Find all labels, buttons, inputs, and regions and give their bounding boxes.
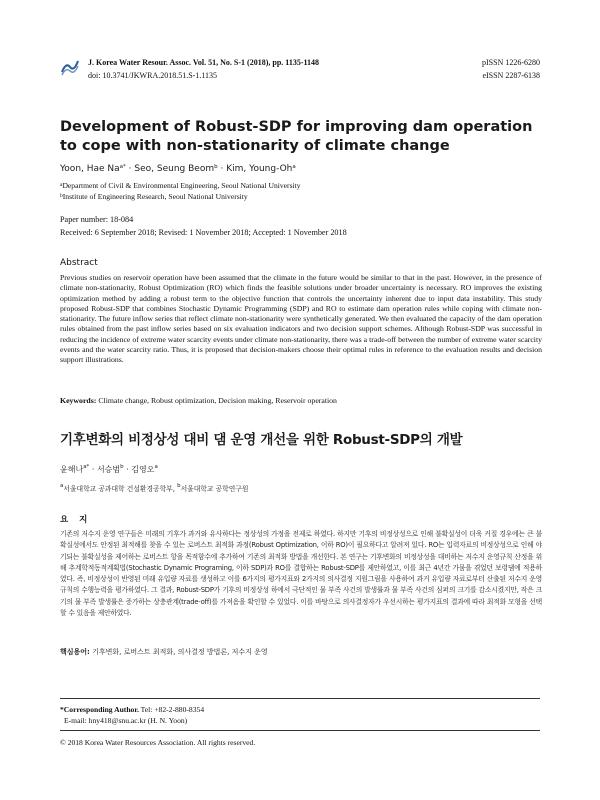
affiliation: Institute of Engineering Research, Seoul National University xyxy=(62,192,248,201)
korean-keywords: 핵심용어: 기후변화, 로버스트 최적화, 의사결정 방법론, 저수지 운영 xyxy=(60,648,268,656)
journal-citation: J. Korea Water Resour. Assoc. Vol. 51, No. S-1 (2018), pp. 1135-1148 xyxy=(88,58,320,67)
korean-title: 기후변화의 비정상성 대비 댐 운영 개선을 위한 Robust-SDP의 개발 xyxy=(60,432,463,448)
kwra-logo-icon xyxy=(60,58,80,76)
doi: doi: 10.3741/JKWRA.2018.51.S-1.1135 xyxy=(88,71,218,80)
paper-title: Development of Robust-SDP for improving dam operation to cope with non-stationarity of climate change xyxy=(60,119,533,154)
paper-number: Paper number: 18-084 xyxy=(60,215,134,224)
keywords: Keywords: Climate change, Robust optimization, Decision making, Reservoir operation xyxy=(60,396,337,405)
copyright: © 2018 Korea Water Resources Association. All rights reserved. xyxy=(60,738,256,747)
korean-abstract-heading: 요 지 xyxy=(60,515,92,525)
affiliation: Department of Civil & Environmental Engineering, Seoul National University xyxy=(62,181,301,190)
corresponding-author: *Corresponding Author. Tel: +82-2-880-8354 E-mail: hny418@snu.ac.kr (H. N. Yoon) xyxy=(60,705,205,725)
copyright-divider xyxy=(60,730,540,731)
author-list: Yoon, Hae $Na^{a*}$ · Seo, Seung Beom$^b$ · Kim, Young-Oh$^a$ xyxy=(60,164,296,174)
author-name: Kim, Young-Oh xyxy=(226,164,293,174)
footnote-divider xyxy=(60,698,540,699)
affiliations: $^a$Department of Civil & Environmental Engineering, Seoul National University $^b$Institute of Engineering Research, Seoul National University xyxy=(60,181,301,201)
paper-metadata xyxy=(60,214,347,239)
author-email: E-mail: hny418@snu.ac.kr (H. N. Yoon) xyxy=(64,716,188,725)
author-name: Yoon, Hae Na xyxy=(60,164,120,174)
korean-affiliations: $^a$서울대학교 공과대학 건설환경공학부, $^b$서울대학교 공학연구원 xyxy=(60,483,249,493)
submission-dates: Received: 6 September 2018; Revised: 1 November 2018; Accepted: 1 November 2018 xyxy=(60,227,347,237)
abstract-heading: Abstract xyxy=(60,258,98,268)
abstract-text: Previous studies on reservoir operation have been assumed that the climate in the future would be similar to that in the past. However, in the presence of climate non-stationarity, Robust Optimization (RO) which finds the feasible solutions under broader uncertainty is necessary. RO improves the existing optimization method by adding a robust term to the objective function that controls the uncertainty inherent due to input data instability. This study proposed Robust-SDP that combines Stochastic Dynamic Programming (SDP) and RO to estimate dam operation rules while coping with climate non-stationarity. The future inflow series that reflect climate non-stationarity were synthetically generated. We then evaluated the capacity of the dam operation rules obtained from the past inflow series based on six evaluation indicators and two decision support schemes. Although Robust-SDP was successful in reducing the incidence of extreme water scarcity events under climate non-stationarity, there was a trade-off between the number of extreme water scarcity events and the water scarcity ratio. Thus, it is proposed that decision-makers choose their optimal rules in reference to the evaluation results and decision support illustrations. xyxy=(60,273,542,365)
korean-abstract-text: 기존의 저수지 운영 연구들은 미래의 기후가 과거와 유사하다는 정상성의 가정을 전제로 하였다. 하지만 기후의 비정상성으로 인해 불확실성이 더욱 커질 경우에는 큰 불확실성에서도 안정된 최적해를 찾을 수 있는 로버스트 최적화 과정(Robust Optimization, 이하 RO)이 필요하다고 알려져 있다. RO는 입력자료의 비정상성으로 인해 야기되는 불확실성을 제어하는 로버스트 항을 목적함수에 추가하여 기존의 최적화 방법을 개선한다. 본 연구는 기후변화의 비정상성을 대비하는 저수지 운영규칙 산정을 위해 추계학적동적계획법(Stochastic Dynamic Programing, 이하 SDP)과 RO를 결합하는 Robust-SDP를 제안하였고, 이를 최근 4년간 가뭄을 겪었던 보령댐에 적용하였다. 즉, 비정상성이 반영된 미래 유입량 자료를 생성하고 이를 6가지의 평가지표와 2가지의 의사결정 지원그림을 사용하여 과거 유입량 자료로부터 산출된 저수지 운영규칙의 수행능력을 평가하였다. 그 결과, Robust-SDP가 기후의 비정상성 하에서 극단적인 물 부족 사건의 발생률과 물 부족 사건의 심퍼의 크기를 감소시켰지만, 작은 크기의 물 부족 발생률은 증가하는 상충관계(trade-off)를 가져옴을 확인할 수 있었다. 이를 바탕으로 의사결정자가 우선시하는 평가지표의 결과에 따라 최적화 모형을 선택할 수 있음을 제안하였다. xyxy=(60,530,542,618)
author-name: Seo, Seung Beom xyxy=(134,164,215,174)
pissn: pISSN 1226-6280 xyxy=(481,58,540,67)
eissn: eISSN 2287-6138 xyxy=(482,71,540,80)
korean-author-list: 윤해나$^{a*}$ · 서승범$^b$ · 김영오$^a$ xyxy=(60,464,158,474)
